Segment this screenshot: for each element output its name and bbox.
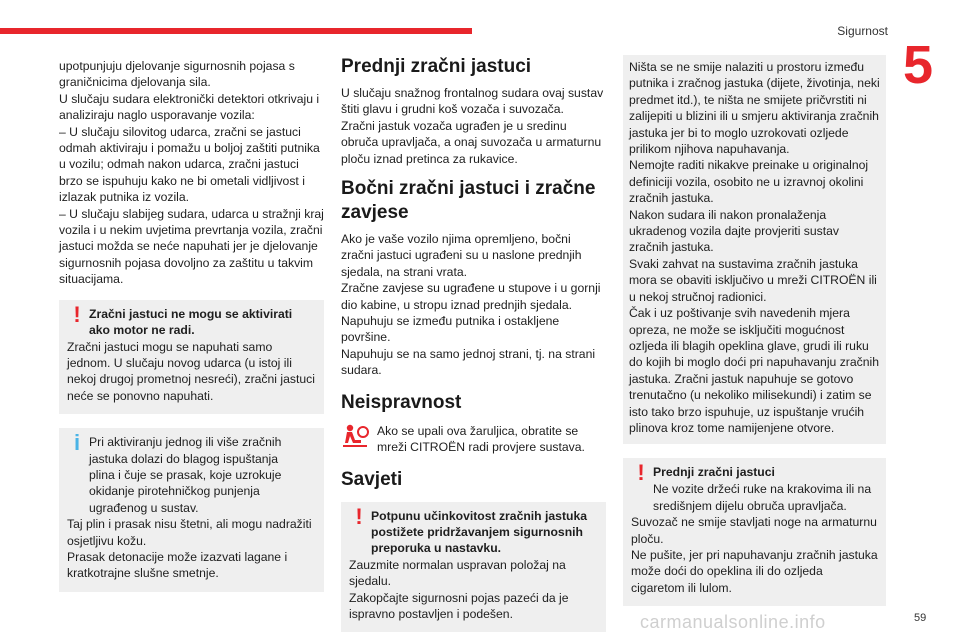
airbag-warning-light-icon	[341, 423, 371, 449]
heading-side-airbags: Bočni zračni jastuci i zračne zavjese	[341, 178, 596, 224]
warning-body: Zauzmite normalan uspravan položaj na sjedalu.	[349, 557, 566, 589]
info-body: Taj plin i prasak nisu štetni, ali mogu nadražiti osjetljivu kožu.	[67, 517, 312, 548]
warning-box	[341, 502, 606, 633]
warning-title: Prednji zračni jastuci	[653, 465, 775, 480]
paragraph: Ako je vaše vozilo njima opremljeno, bočni zračni jastuci ugrađeni su u naslone prednjih sjedala, na strani vrata.	[341, 232, 582, 279]
warning-icon: !	[637, 460, 645, 486]
warning-icon: !	[355, 503, 363, 529]
info-icon: i	[73, 430, 81, 456]
heading-front-airbags: Prednji zračni jastuci	[341, 56, 532, 77]
info-box	[59, 428, 324, 592]
info-body: Prasak detonacije može izazvati lagane i kratkotrajne slušne smetnje.	[67, 549, 288, 581]
watermark: carmanualsonline.info	[640, 612, 826, 632]
header-accent-bar	[0, 28, 472, 34]
paragraph: Nakon sudara ili nakon pronalaženja ukradenog vozila dajte provjeriti sustav zračnih jastuka.	[629, 207, 840, 255]
warning-box	[59, 300, 324, 414]
paragraph: – U slučaju slabijeg sudara, udarca u stražnji kraj vozila i u nekim uvjetima prevrtanja vozila, zračni jastuci možda se neće napuhati jer je djelovanje sigurnosnih pojasa dovoljno za zaštitu u takvim situacijama.	[59, 206, 324, 287]
warning-body: Zračni jastuci mogu se napuhati samo jednom. U slučaju novog udarca (u istoj ili nekoj drugoj prometnoj nesreći), zračni jastuci neće se ponovno napuhati.	[67, 339, 315, 403]
paragraph: Čak i uz poštivanje svih navedenih mjera opreza, ne može se isključiti mogućnost ozljeda ili blagih opeklina glave, grudi ili ruku do kojih bi moglo doći pri napuhavanju zračnih jastuka. Zračni jastuk napuhuje se gotovo trenutačno (u nekoliko milisekundi) i zatim se isto tako brzo ispuhuje, uz ispuštanje vrućih plinova kroz tome namijenjene otvore.	[629, 306, 879, 435]
chapter-number: 5	[903, 35, 934, 95]
paragraph: Zračni jastuk vozača ugrađen je u sredinu obruča upravljača, a onaj suvozača u armaturnu ploču iznad pretinca za rukavice.	[341, 118, 602, 166]
paragraph: Nemojte raditi nikakve preinake u originalnoj definiciji vozila, osobito ne u izravnoj okolini zračnih jastuka.	[629, 158, 869, 206]
paragraph: Svaki zahvat na sustavima zračnih jastuka mora se obaviti isključivo u mreži CITROËN ili u nekoj stručnoj radionici.	[629, 256, 877, 304]
heading-fault: Neispravnost	[341, 391, 462, 413]
column-left	[59, 58, 324, 592]
page-number: 59	[914, 612, 927, 624]
caution-box	[623, 55, 886, 444]
paragraph: Zračne zavjese su ugrađene u stupove i u gornji dio kabine, u stropu iznad prednjih sjedala.	[341, 281, 601, 312]
fault-row	[341, 423, 606, 456]
warning-box	[623, 458, 886, 606]
section-title: Sigurnost	[837, 24, 888, 38]
warning-body: Ne vozite držeći ruke na krakovima ili na središnjem dijelu obruča upravljača.	[653, 482, 872, 513]
fault-text: Ako se upali ova žaruljica, obratite se mreži CITROËN radi provjere sustava.	[377, 423, 585, 455]
paragraph: Napuhuju se na samo jednoj strani, tj. na strani sudara.	[341, 346, 596, 378]
warning-title: Potpunu učinkovitost zračnih jastuka postižete pridržavanjem sigurnosnih preporuka u nastavku.	[371, 508, 588, 556]
warning-icon: !	[73, 301, 81, 327]
warning-body: Ne pušite, jer pri napuhavanju zračnih jastuka može doći do opeklina ili do ozljeda cigaretom ili lulom.	[631, 547, 878, 595]
paragraph: U slučaju sudara elektronički detektori otkrivaju i analiziraju naglo usporavanje vozila:	[59, 91, 320, 123]
paragraph: U slučaju snažnog frontalnog sudara ovaj sustav štiti glavu i grudni koš vozača i suvozača.	[341, 86, 604, 117]
paragraph: – U slučaju silovitog udarca, zračni se jastuci odmah aktiviraju i pomažu u boljoj zaštiti putnika u vozilu; odmah nakon udarca, zračni jastuci brzo se ispuhuju kako ne bi ometali vidljivost i izlazak putnika iz vozila.	[59, 124, 320, 205]
warning-body: Zakopčajte sigurnosni pojas pazeći da je ispravno postavljen i podešen.	[349, 590, 569, 621]
column-middle	[341, 55, 606, 632]
info-body: Pri aktiviranju jednog ili više zračnih jastuka dolazi do blagog ispuštanja plina i čuje se prasak, koje uzrokuje okidanje pirotehničkog punjenja ugrađenog u sustav.	[89, 435, 282, 515]
paragraph: Napuhuju se između putnika i ostakljene površine.	[341, 314, 560, 345]
warning-title: Zračni jastuci ne mogu se aktivirati ako motor ne radi.	[89, 306, 293, 338]
paragraph: Ništa se ne smije nalaziti u prostoru između putnika i zračnog jastuka (dijete, životinja, neki predmet itd.), te ništa ne smijete pričvrstiti ni zalijepiti u blizini ili u smjeru aktiviranja zračnih jastuka jer bi to moglo uzrokovati ozljede prilikom njihova napuhavanja.	[629, 60, 880, 157]
heading-advice: Savjeti	[341, 468, 403, 490]
warning-body: Suvozač ne smije stavljati noge na armaturnu ploču.	[631, 515, 877, 546]
column-right	[623, 55, 886, 606]
paragraph: upotpunjuju djelovanje sigurnosnih pojasa s graničnicima djelovanja sila.	[59, 59, 295, 90]
